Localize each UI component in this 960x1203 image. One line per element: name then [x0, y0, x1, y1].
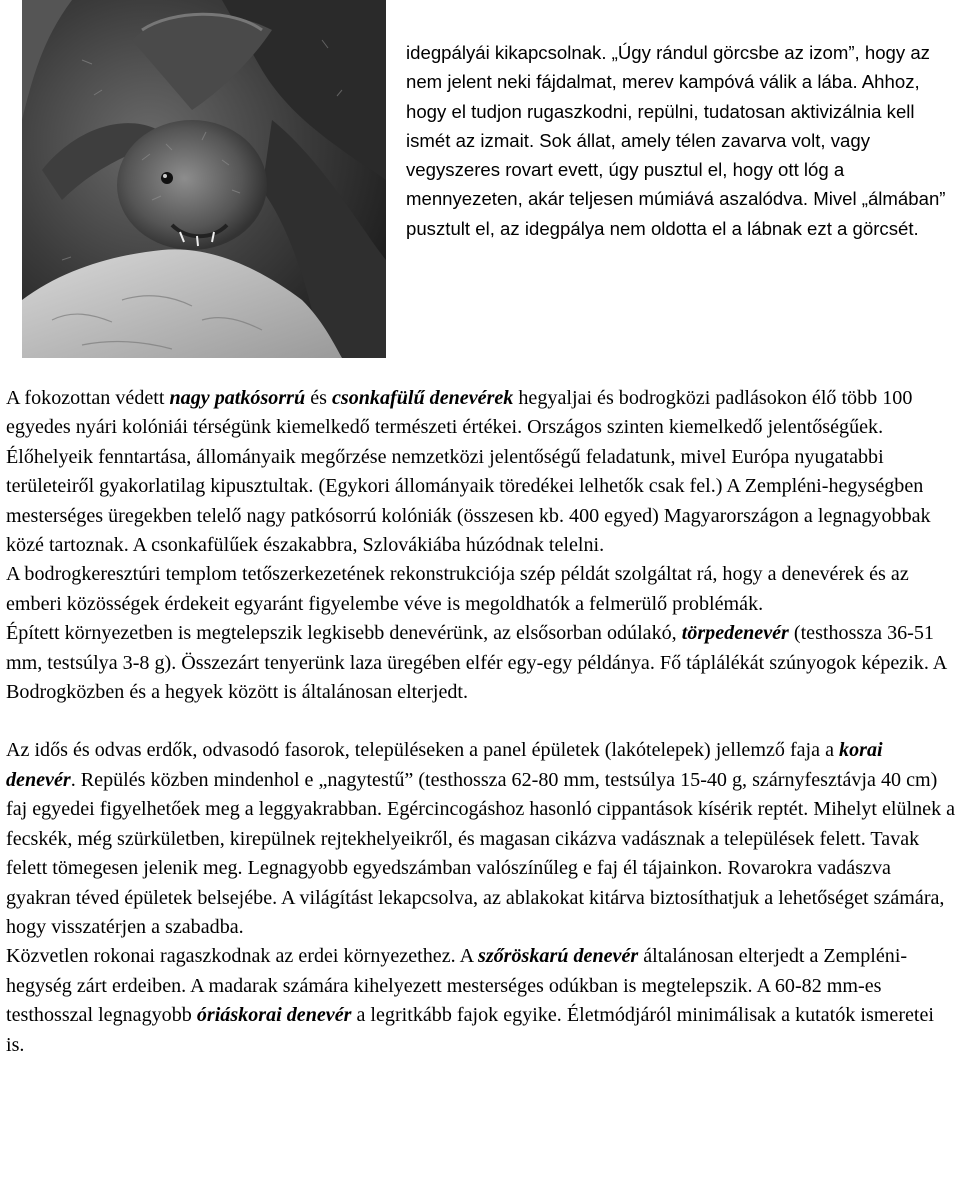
intro-paragraph [406, 38, 958, 243]
species-geoffroys-bat: csonkafülű denevérek [331, 387, 514, 409]
bat-photo [22, 0, 386, 358]
text-segment: (testhossza 36-51 mm, testsúlya 3-8 g). Összezárt tenyerünk laza üregében elfér egy-egy példánya. Fő táplálékát szúnyogok képezik. A Bodrogközben és a hegyek között is általánosan elterjedt. [6, 622, 947, 704]
paragraph-protected-species [6, 384, 956, 560]
text-segment: Közvetlen rokonai ragaszkodnak az erdei környezethez. A [6, 945, 478, 968]
paragraph-forest-relatives [6, 942, 956, 1060]
text-segment: Épített környezetben is megtelepszik legkisebb denevérünk, az elsősorban odúlakó, [6, 622, 682, 645]
text-segment: A fokozottan védett [6, 387, 170, 409]
paragraph-church-reconstruction [6, 560, 956, 619]
text-segment: . Repülés közben mindenhol e „nagytestű” (testhossza 62-80 mm, testsúlya 15-40 g, szárnyfesztávja 40 cm) faj egyedei figyelhetőek meg a leggyakrabban. Egércincogáshoz hasonló cippantások kísérik reptét. Mihelyt elülnek a fecskék, még szürkületben, kirepülnek rejtekhelyeikről, és magasan cikázva vadásznak a települések felett. Tavak felett tömegesen jelenik meg. Legnagyobb egyedszámban valószínűleg e faj él tájainkon. Rovarokra vadászva gyakran téved épületek belsejébe. A világítást lekapcsolva, az ablakokat kitárva biztosíthatjuk a lehetőséget számára, hogy visszatérjen a szabadba. [6, 768, 956, 938]
species-greater-noctule: óriáskorai denevér [196, 1004, 352, 1027]
species-leislers-bat: szőröskarú denevér [478, 945, 639, 968]
species-pipistrelle: törpedenevér [681, 622, 789, 645]
text-segment: A bodrogkeresztúri templom tetőszerkezetének rekonstrukciója szép példát szolgáltat rá, hogy a denevérek és az emberi közösségek érdekeit egyaránt figyelembe véve is megoldhatók a felmerülő problémák. [6, 563, 909, 615]
main-text [6, 384, 956, 1060]
paragraph-noctule [6, 736, 956, 942]
text-segment: hegyaljai és bodrogközi padlásokon élő több 100 egyedes nyári kolóniái térségünk kiemelkedő természeti értékei. Országos szinten kiemelkedő jelentőségűek. Élőhelyeik fenntartása, állományaik megőrzése nemzetközi jelentőségű feladatunk, mivel Európa nyugatabbi területeiről gyakorlatilag kipusztultak. (Egykori állományaik töredékei lelhetők csak fel.) A Zempléni-hegységben mesterséges üregekben telelő nagy patkósorrú kolóniák (összesen kb. 400 egyed) Magyarországon a legnagyobbak közé tartoznak. A csonkafülűek északabbra, Szlovákiába húzódnak telelni. [6, 387, 931, 557]
intro-text: idegpályái kikapcsolnak. „Úgy rándul görcsbe az izom”, hogy az nem jelent neki fájdalmat, merev kampóvá válik a lába. Ahhoz, hogy el tudjon rugaszkodni, repülni, tudatosan aktivizálnia kell ismét az izmait. Sok állat, amely télen zavarva volt, vagy vegyszeres rovart evett, úgy pusztul el, hogy ott lóg a mennyezeten, akár teljesen múmiává aszalódva. Mivel „álmában” pusztult el, az idegpálya nem oldotta el a lábnak ezt a görcsét. [406, 42, 946, 239]
text-segment: a legritkább fajok egyike. Életmódjáról minimálisak a kutatók ismeretei is. [6, 1004, 935, 1056]
species-noctule: korai denevér [6, 739, 883, 791]
text-segment: és [305, 387, 332, 409]
text-segment: Az idős és odvas erdők, odvasodó fasorok, településeken a panel épületek (lakótelepek) jellemző faja a [6, 739, 840, 762]
text-segment: általánosan elterjedt a Zempléni-hegység zárt erdeiben. A madarak számára kihelyezett mesterséges odúkban is megtelepszik. A 60-82 mm-es testhosszal legnagyobb [6, 945, 908, 1027]
species-greater-horseshoe-bat: nagy patkósorrú [169, 387, 306, 409]
paragraph-pipistrelle [6, 619, 956, 707]
